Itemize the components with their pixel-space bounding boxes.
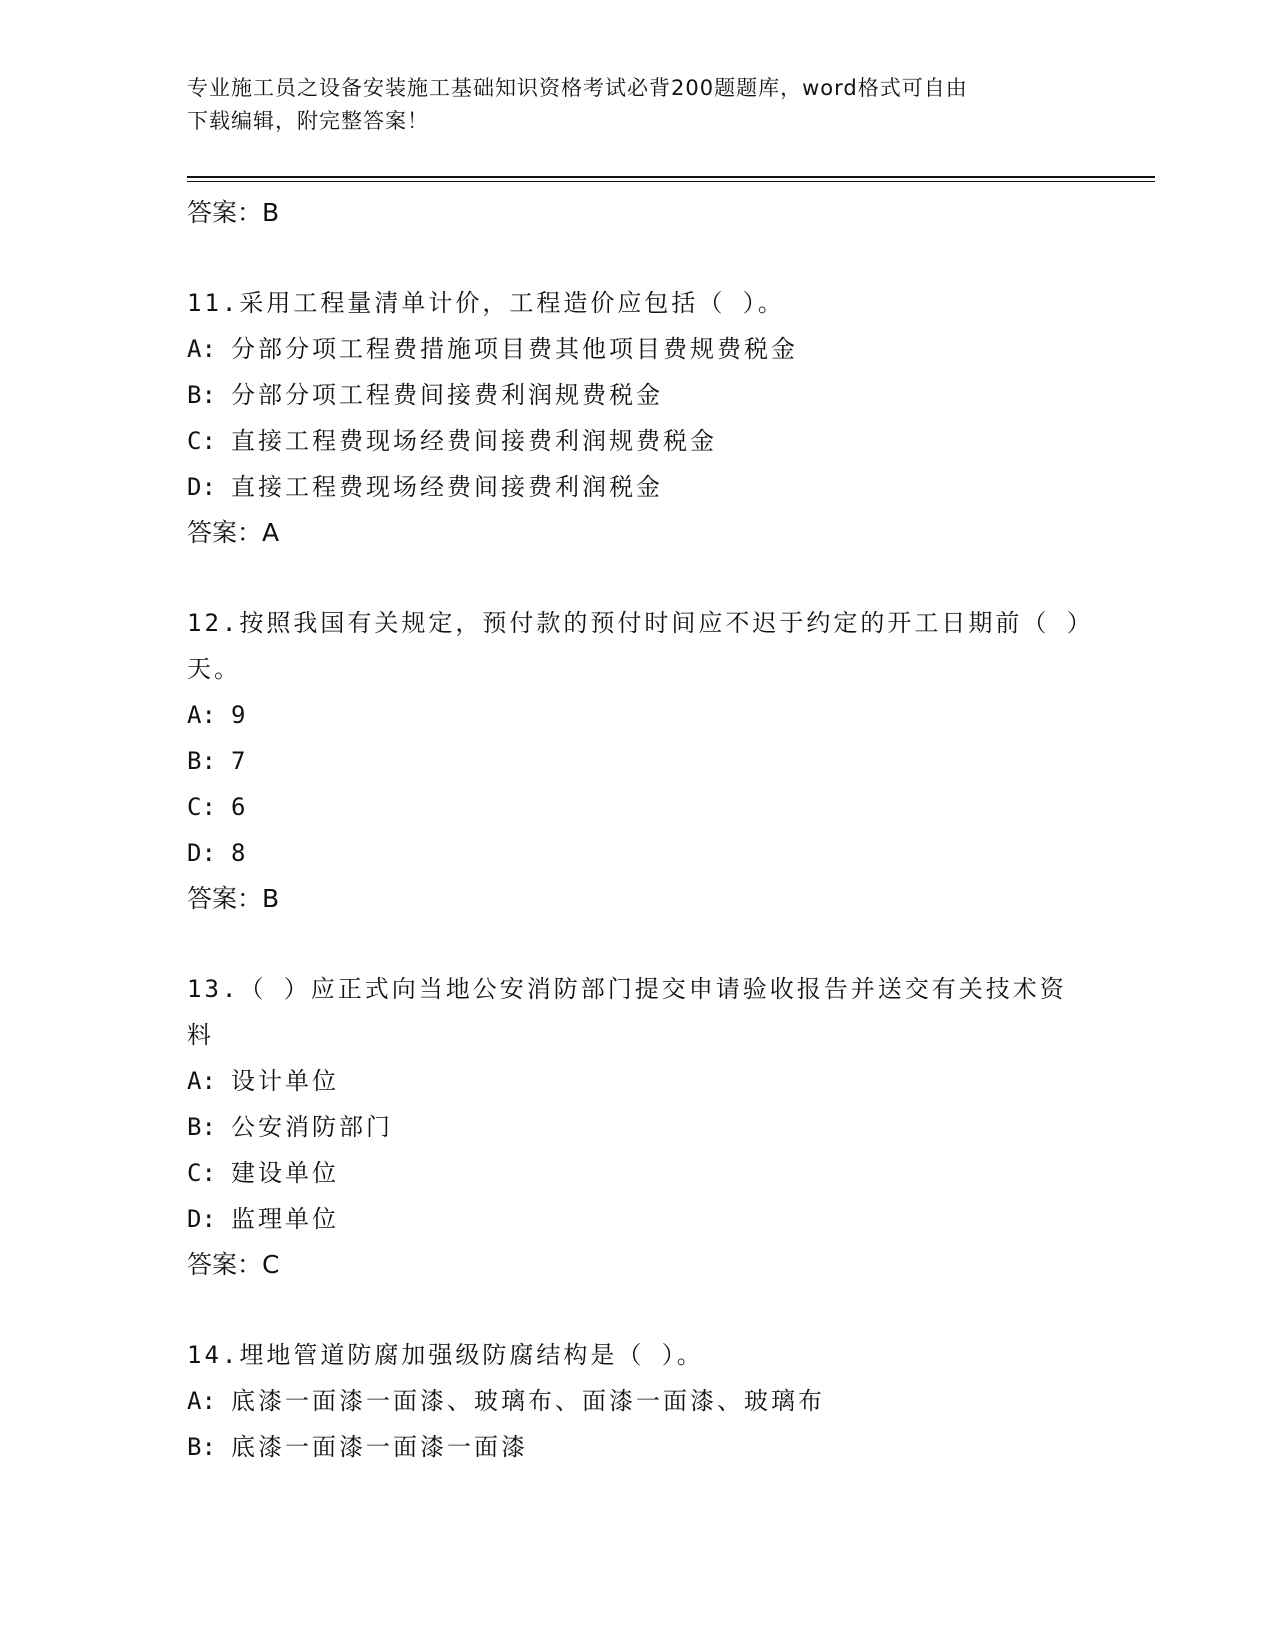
answer-line: 答案：B xyxy=(187,884,280,913)
question-text: 12.按照我国有关规定，预付款的预付时间应不迟于约定的开工日期前（ ）天。 xyxy=(187,609,1082,683)
option-d xyxy=(187,1196,1087,1242)
question-11 xyxy=(187,280,1087,556)
option-text: 监理单位 xyxy=(231,1205,339,1233)
option-label: B: xyxy=(187,381,216,409)
question-text: 11.采用工程量清单计价，工程造价应包括（ ）。 xyxy=(187,289,785,317)
option-label: B: xyxy=(187,1113,216,1141)
answer-line: 答案：A xyxy=(187,518,280,547)
header-line-2: 下载编辑，附完整答案！ xyxy=(187,109,429,133)
option-text: 8 xyxy=(231,839,249,867)
header-divider xyxy=(187,176,1155,178)
option-label: A: xyxy=(187,1067,216,1095)
option-a xyxy=(187,1378,1087,1424)
option-label: C: xyxy=(187,427,216,455)
option-text: 建设单位 xyxy=(231,1159,339,1187)
option-text: 直接工程费现场经费间接费利润税金 xyxy=(231,473,663,501)
answer-line: 答案：B xyxy=(187,198,280,227)
option-d xyxy=(187,830,1087,876)
option-d xyxy=(187,464,1087,510)
option-label: D: xyxy=(187,1205,216,1233)
option-label: C: xyxy=(187,1159,216,1187)
option-b xyxy=(187,1104,1087,1150)
option-text: 公安消防部门 xyxy=(231,1113,393,1141)
option-a xyxy=(187,326,1087,372)
option-text: 分部分项工程费间接费利润规费税金 xyxy=(231,381,663,409)
option-text: 底漆一面漆一面漆一面漆 xyxy=(231,1433,528,1461)
question-text: 13.（ ）应正式向当地公安消防部门提交申请验收报告并送交有关技术资料 xyxy=(187,975,1067,1049)
option-b xyxy=(187,738,1087,784)
question-list xyxy=(187,190,1087,1470)
header-divider-thin xyxy=(187,181,1155,182)
option-c xyxy=(187,1150,1087,1196)
question-13 xyxy=(187,966,1087,1288)
question-14 xyxy=(187,1332,1087,1470)
option-text: 7 xyxy=(231,747,249,775)
option-label: D: xyxy=(187,473,216,501)
header-line-1: 专业施工员之设备安装施工基础知识资格考试必背200题题库，word格式可自由 xyxy=(187,76,968,100)
option-c xyxy=(187,784,1087,830)
option-label: A: xyxy=(187,1387,216,1415)
option-a xyxy=(187,692,1087,738)
option-c xyxy=(187,418,1087,464)
option-text: 9 xyxy=(231,701,249,729)
option-label: B: xyxy=(187,1433,216,1461)
option-text: 分部分项工程费措施项目费其他项目费规费税金 xyxy=(231,335,798,363)
option-b xyxy=(187,1424,1087,1470)
option-label: A: xyxy=(187,335,216,363)
option-label: D: xyxy=(187,839,216,867)
option-label: B: xyxy=(187,747,216,775)
option-text: 直接工程费现场经费间接费利润规费税金 xyxy=(231,427,717,455)
option-text: 6 xyxy=(231,793,249,821)
question-12 xyxy=(187,600,1087,922)
option-label: C: xyxy=(187,793,216,821)
option-text: 设计单位 xyxy=(231,1067,339,1095)
option-label: A: xyxy=(187,701,216,729)
option-text: 底漆一面漆一面漆、玻璃布、面漆一面漆、玻璃布 xyxy=(231,1387,825,1415)
option-b xyxy=(187,372,1087,418)
option-a xyxy=(187,1058,1087,1104)
answer-line: 答案：C xyxy=(187,1250,280,1279)
document-header xyxy=(187,72,1087,138)
question-text: 14.埋地管道防腐加强级防腐结构是（ ）。 xyxy=(187,1341,704,1369)
